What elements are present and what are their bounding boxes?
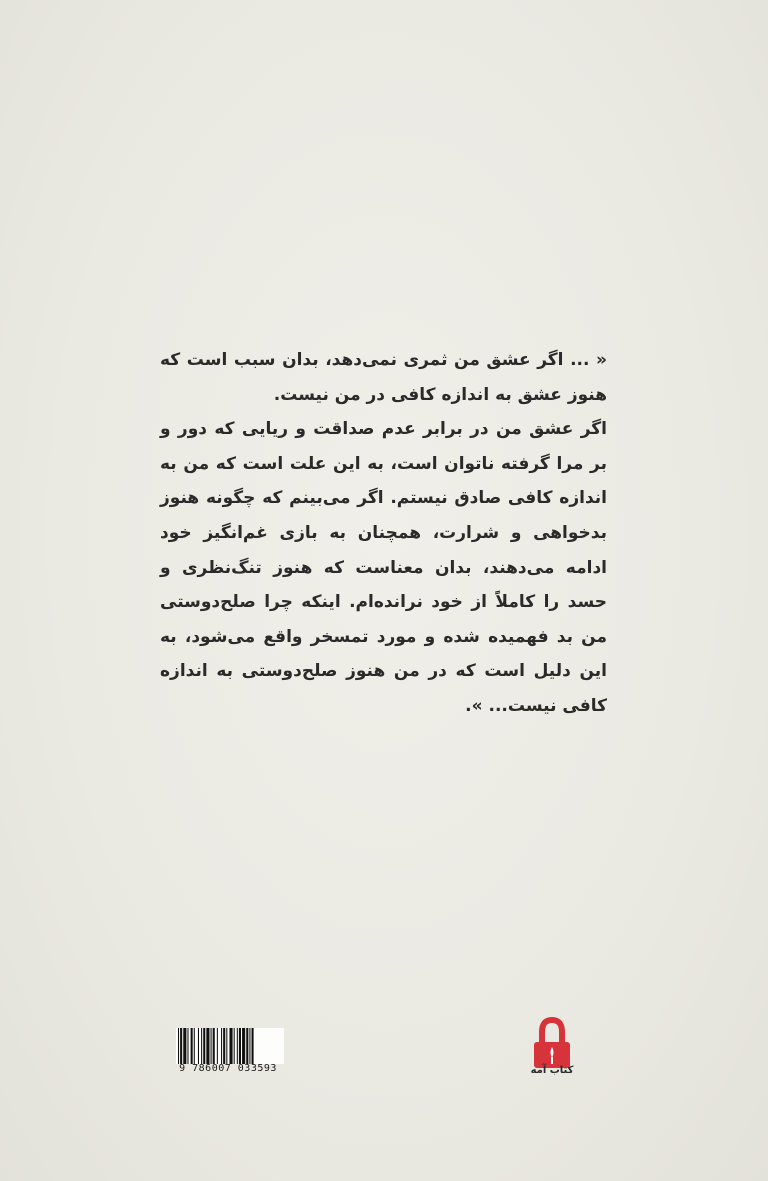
quote-paragraph-2: اگر عشق من در برابر عدم صداقت و ریایی که دور و بر مرا گرفته ناتوان است، به این علت است که من به اندازه کافی صادق نیستم. اگر می‌بینم که چگونه هنوز بدخواهی و شرارت، همچنان به بازی غم‌انگیز خود ادامه می‌دهند، بدان معناست که هنوز تنگ‌نظری و حسد را کاملاً از خود نرانده‌ام. اینکه چرا صلح‌دوستی من بد فهمیده شده و مورد تمسخر واقع می‌شود، به این دلیل است که در من هنوز صلح‌دوستی به اندازه کافی نیست... ». [160, 419, 607, 716]
publisher-name: کتاب آمه [530, 1065, 574, 1076]
barcode-number: 9 786007 033593 [179, 1063, 277, 1074]
isbn-barcode [170, 1028, 286, 1076]
back-cover-quote [160, 343, 607, 724]
quote-paragraph-1: « ... اگر عشق من ثمری نمی‌دهد، بدان سبب است که هنوز عشق به اندازه کافی در من نیست. [160, 350, 607, 405]
barcode-bars-icon [176, 1028, 284, 1064]
